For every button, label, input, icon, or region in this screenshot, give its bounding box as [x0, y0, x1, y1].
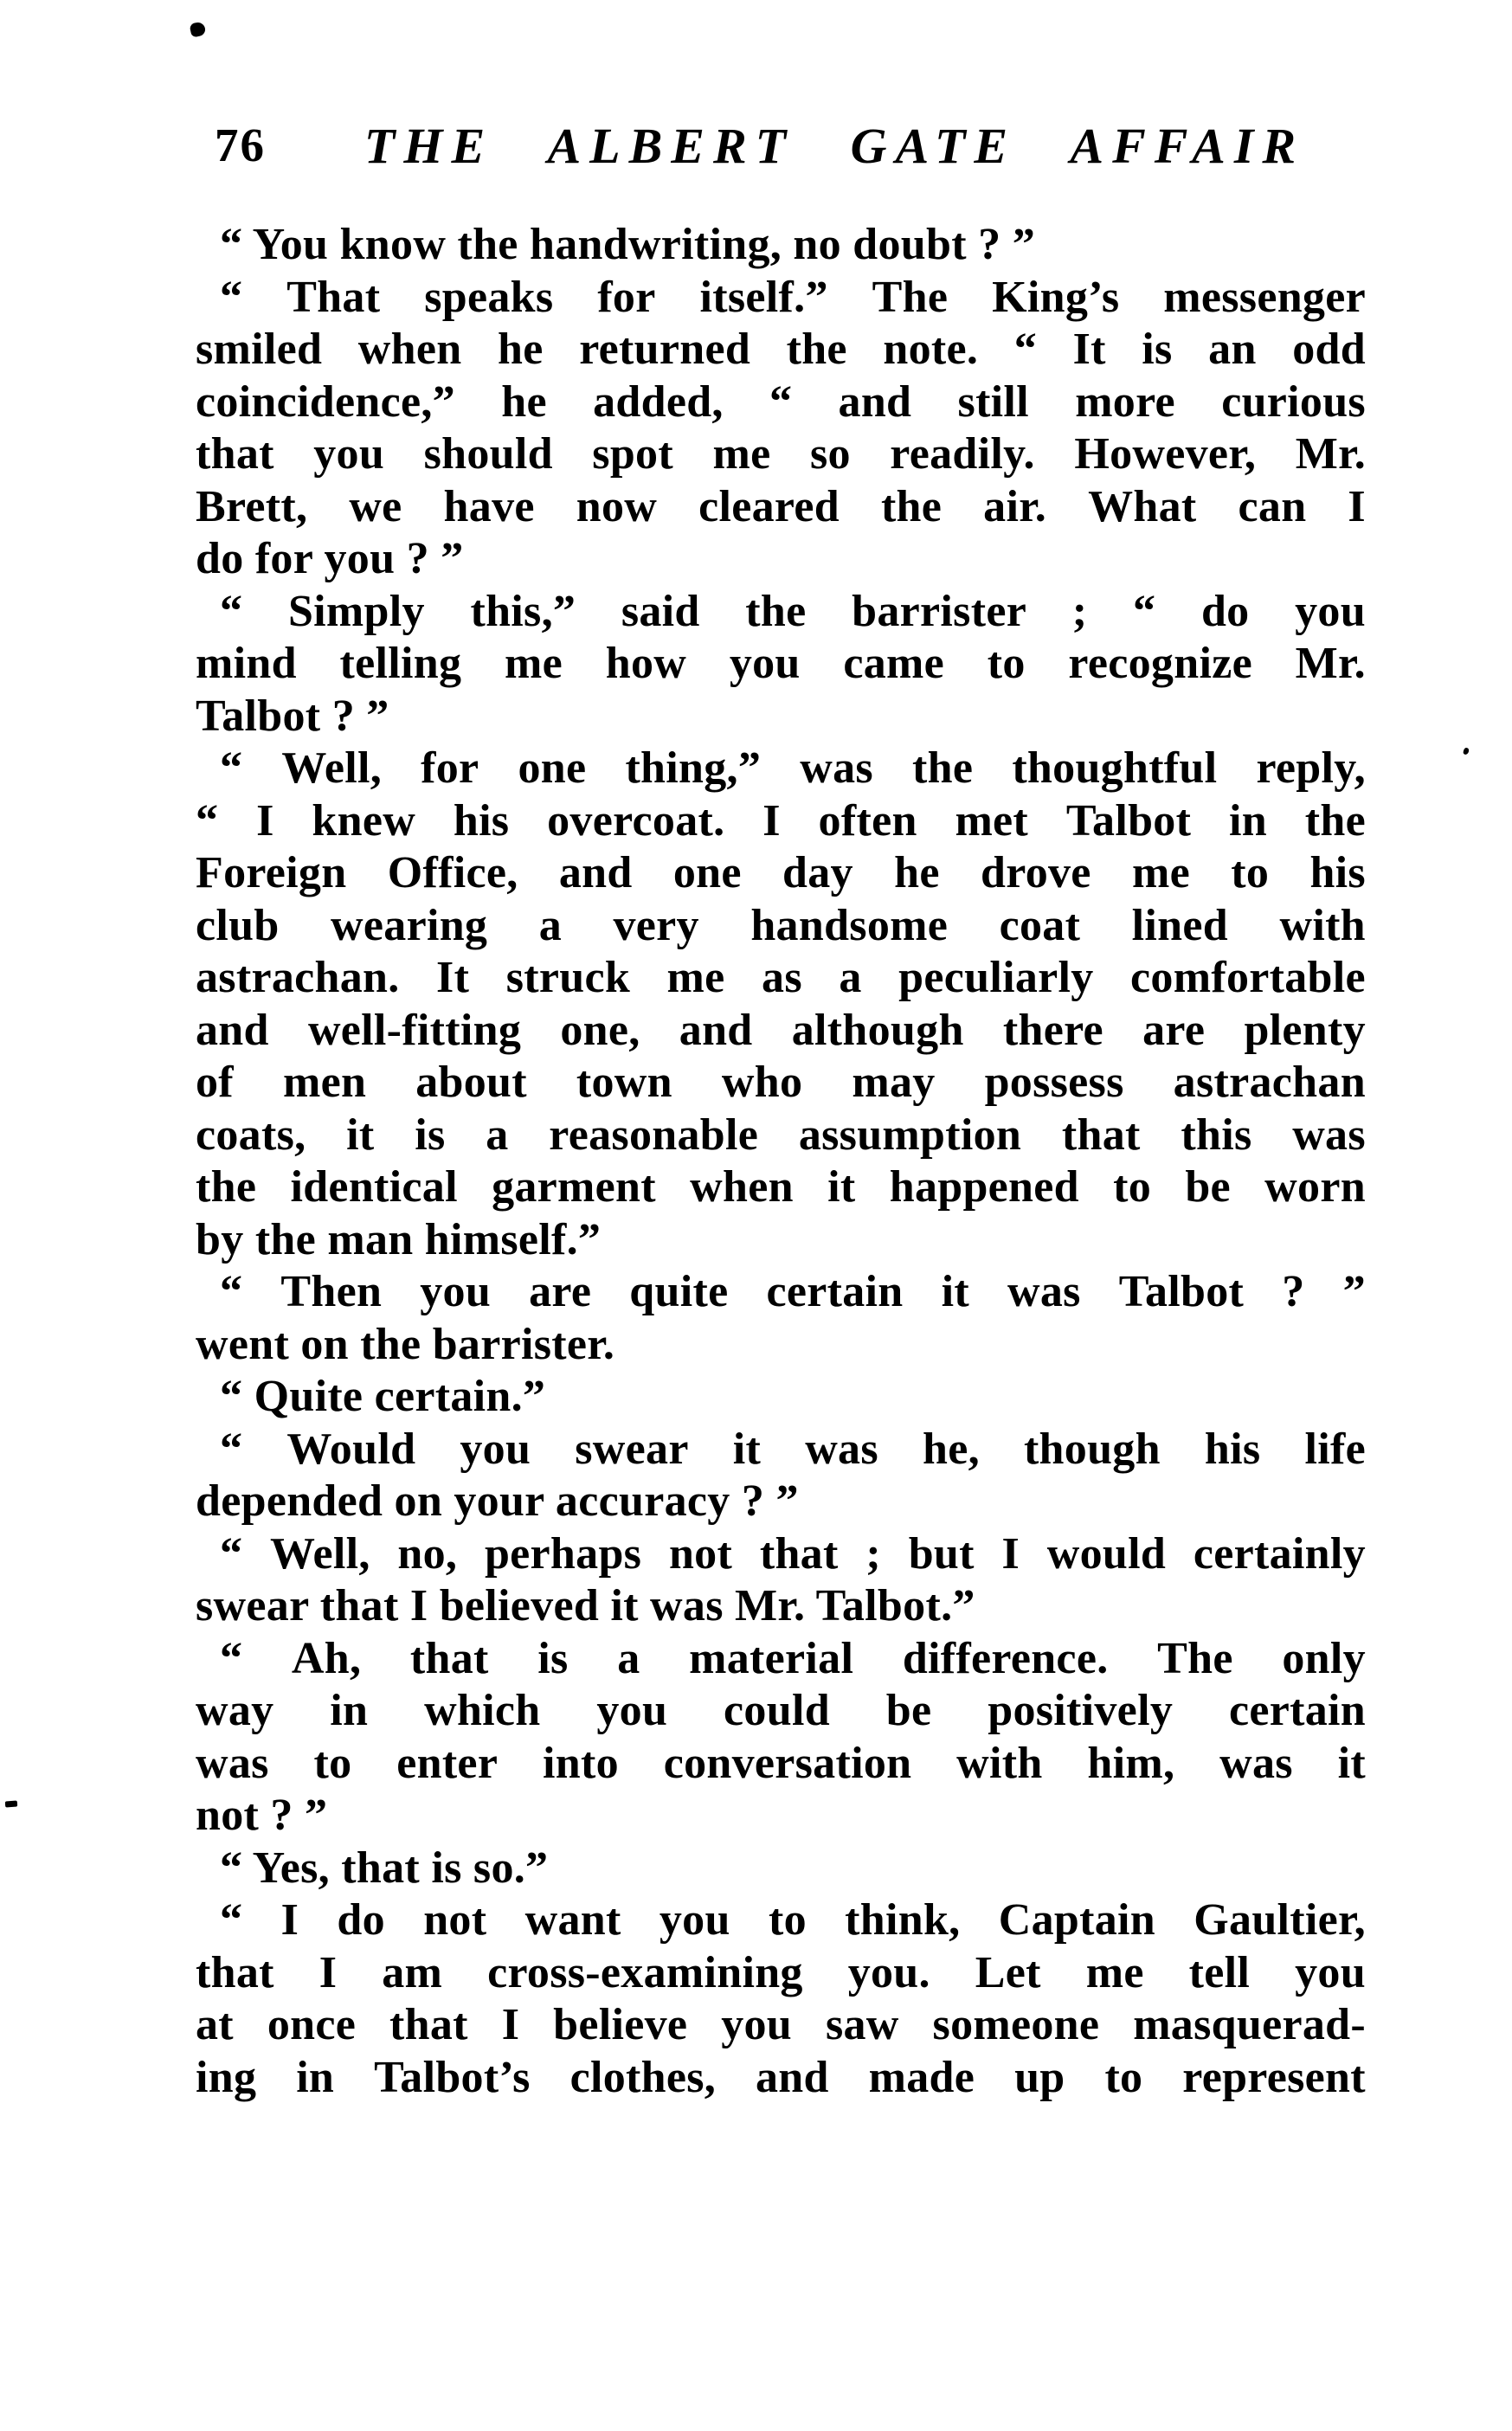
word: coincidence,”	[196, 376, 455, 427]
word: Foreign	[196, 848, 347, 897]
text-line	[196, 1005, 1366, 1058]
text-line	[196, 428, 1366, 481]
word: day	[782, 848, 853, 897]
word: with	[1279, 900, 1366, 950]
word: Captain	[998, 1895, 1155, 1945]
word: certainly	[1193, 1528, 1366, 1579]
text-line: Talbot ? ”	[196, 691, 389, 741]
word: I	[762, 795, 781, 846]
word: do	[1200, 586, 1250, 636]
word: was	[1292, 1109, 1366, 1160]
word: for	[421, 743, 479, 793]
text-line: swear that I believed it was Mr. Talbot.”	[196, 1581, 975, 1630]
word: “	[220, 743, 243, 793]
word: telling	[339, 639, 462, 688]
word: knew	[312, 795, 416, 846]
word: him,	[1087, 1738, 1175, 1788]
word: me	[505, 639, 563, 688]
word: is	[415, 1109, 446, 1160]
text-line: not ? ”	[196, 1791, 328, 1840]
text-line	[196, 1528, 1366, 1581]
word: in	[330, 1686, 369, 1735]
word: perhaps	[484, 1528, 642, 1579]
word: It	[1072, 325, 1106, 374]
word: tell	[1188, 1947, 1251, 1997]
word: want	[524, 1895, 621, 1945]
word: said	[621, 586, 700, 636]
word: not	[668, 1528, 733, 1579]
text-line	[196, 1894, 1366, 1947]
word: should	[423, 429, 553, 479]
ink-blot-mark	[190, 21, 207, 37]
word: this	[1181, 1109, 1252, 1160]
word: once	[267, 2000, 357, 2049]
word: be	[1185, 1162, 1231, 1212]
word: only	[1282, 1633, 1366, 1683]
word: coat	[999, 900, 1081, 950]
word: an	[1208, 325, 1257, 374]
word: often	[818, 795, 917, 846]
word: Then	[280, 1267, 383, 1316]
text-line	[196, 1947, 1366, 2000]
word: believe	[553, 2000, 688, 2049]
margin-speck-mark	[1463, 747, 1470, 755]
word: it	[1337, 1738, 1366, 1788]
word: this,”	[470, 586, 576, 636]
word: the	[880, 481, 943, 531]
word: Talbot’s	[374, 2052, 531, 2102]
word: he,	[922, 1424, 980, 1474]
word: What	[1088, 481, 1197, 531]
word: one	[518, 743, 587, 793]
word: identical	[290, 1162, 458, 1212]
word: conversation	[663, 1738, 912, 1788]
word: quite	[629, 1267, 729, 1316]
word: garment	[492, 1162, 656, 1212]
text-line	[196, 1424, 1366, 1476]
word: he	[498, 325, 544, 374]
word: ?	[1282, 1267, 1305, 1316]
word: However,	[1074, 429, 1257, 479]
word: coats,	[196, 1109, 306, 1160]
word: one	[672, 848, 742, 897]
running-title: THE ALBERT GATE AFFAIR	[364, 118, 1305, 174]
word: do	[337, 1895, 385, 1945]
word: we	[349, 481, 402, 531]
text-line: depended on your accuracy ? ”	[196, 1476, 799, 1526]
word: that	[196, 1947, 274, 1997]
word: “	[220, 1895, 243, 1945]
word: and	[558, 848, 633, 897]
word: is	[537, 1633, 569, 1683]
word: “	[769, 376, 793, 427]
word: “	[220, 1528, 243, 1579]
word: ;	[865, 1528, 881, 1579]
text-line	[196, 795, 1366, 848]
word: ”	[1342, 1267, 1366, 1316]
word: it	[732, 1424, 762, 1474]
word: you	[313, 429, 385, 479]
word: spot	[592, 429, 673, 479]
word: which	[424, 1686, 541, 1735]
word: it	[827, 1162, 856, 1212]
word: Talbot	[1065, 795, 1192, 846]
word: It	[436, 953, 470, 1002]
word: a	[839, 953, 862, 1002]
word: curious	[1221, 376, 1366, 427]
text-line: by the man himself.”	[196, 1214, 602, 1264]
word: and	[679, 1005, 753, 1055]
word: someone	[932, 2000, 1100, 2049]
word: thing,”	[625, 743, 762, 793]
text-line: “ Quite certain.”	[220, 1372, 546, 1421]
text-line	[196, 1738, 1366, 1791]
word: difference.	[902, 1633, 1109, 1683]
word: That	[286, 272, 381, 322]
word: worn	[1264, 1162, 1366, 1212]
word: added,	[593, 376, 724, 427]
word: handsome	[750, 900, 949, 950]
word: am	[382, 1947, 443, 1997]
word: would	[1046, 1528, 1167, 1579]
word: returned	[579, 325, 751, 374]
word: the	[1304, 795, 1366, 846]
text-line	[196, 2052, 1366, 2105]
word: me	[1085, 1947, 1144, 1997]
text-line	[196, 1633, 1366, 1686]
word: up	[1014, 2052, 1065, 2102]
word: speaks	[424, 272, 554, 322]
word: astrachan.	[196, 953, 400, 1002]
word: note.	[883, 325, 979, 374]
word: for	[597, 272, 656, 322]
word: thoughtful	[1012, 743, 1218, 793]
word: way	[196, 1686, 274, 1735]
word: his	[453, 795, 510, 846]
word: the	[745, 586, 807, 636]
word: Would	[286, 1424, 416, 1474]
word: a	[486, 1109, 509, 1160]
word: represent	[1182, 2052, 1366, 2102]
word: that	[1061, 1109, 1141, 1160]
word: you	[596, 1686, 668, 1735]
page-text-block	[196, 219, 1366, 2104]
word: to	[987, 639, 1026, 688]
word: is	[1142, 325, 1173, 374]
word: he	[501, 376, 547, 427]
text-line	[196, 743, 1366, 795]
word: to	[1231, 848, 1270, 897]
word: and	[838, 376, 912, 427]
word: you.	[847, 1947, 930, 1997]
word: about	[415, 1058, 527, 1107]
word: a	[538, 900, 563, 950]
word: “	[1133, 586, 1156, 636]
word: that	[196, 429, 274, 479]
text-line	[196, 1685, 1366, 1738]
word: Gaultier,	[1194, 1895, 1366, 1945]
word: one,	[560, 1005, 640, 1055]
word: but	[908, 1528, 975, 1579]
word: you	[1295, 1947, 1366, 1997]
word: his	[1204, 1424, 1261, 1474]
word: it	[346, 1109, 375, 1160]
word: so	[809, 429, 851, 479]
text-line	[196, 324, 1366, 376]
word: happened	[889, 1162, 1079, 1212]
word: who	[721, 1058, 803, 1107]
word: Well,	[270, 1528, 370, 1579]
word: you	[721, 2000, 793, 2049]
word: cross-examining	[487, 1947, 803, 1997]
word: be	[885, 1686, 932, 1735]
word: enter	[396, 1738, 499, 1788]
word: his	[1309, 848, 1366, 897]
word: men	[282, 1058, 367, 1107]
word: into	[543, 1738, 619, 1788]
text-line	[196, 1057, 1366, 1109]
word: messenger	[1163, 272, 1366, 322]
word: he	[894, 848, 940, 897]
word: ing	[196, 2052, 257, 2102]
word: to	[313, 1738, 352, 1788]
word: to	[768, 1895, 807, 1945]
word: life	[1304, 1424, 1366, 1474]
word: Ah,	[291, 1633, 362, 1683]
text-line	[196, 1999, 1366, 2052]
word: I	[318, 1947, 338, 1997]
word: club	[196, 900, 280, 950]
word: in	[1229, 795, 1267, 846]
word: I	[1001, 1528, 1020, 1579]
word: King’s	[992, 272, 1120, 322]
word: can	[1238, 481, 1307, 531]
word: material	[689, 1633, 854, 1683]
word: Let	[975, 1947, 1041, 1997]
word: have	[443, 481, 535, 531]
word: with	[956, 1738, 1043, 1788]
word: Well,	[281, 743, 382, 793]
word: Talbot	[1118, 1267, 1245, 1316]
word: Mr.	[1295, 429, 1366, 479]
word: the	[196, 1162, 257, 1212]
word: though	[1023, 1424, 1161, 1474]
word: that	[409, 1633, 489, 1683]
word: me	[712, 429, 771, 479]
word: and	[755, 2052, 829, 2102]
word: certain	[1228, 1686, 1366, 1735]
word: “	[220, 1424, 243, 1474]
text-line	[196, 481, 1366, 534]
word: very	[613, 900, 699, 950]
word: comfortable	[1130, 953, 1366, 1002]
word: and	[196, 1005, 269, 1055]
word: reasonable	[549, 1109, 759, 1160]
text-line	[196, 847, 1366, 900]
word: you	[420, 1267, 492, 1316]
text-line	[196, 586, 1366, 639]
word: barrister	[852, 586, 1027, 636]
word: was	[800, 743, 873, 793]
word: odd	[1292, 325, 1366, 374]
word: saw	[825, 2000, 899, 2049]
word: to	[1104, 2052, 1143, 2102]
word: masquerad-	[1133, 2000, 1366, 2049]
word: Simply	[287, 586, 425, 636]
word: that	[389, 2000, 468, 2049]
word: it	[941, 1267, 969, 1316]
word: plenty	[1244, 1005, 1366, 1055]
text-line	[196, 638, 1366, 691]
word: wearing	[331, 900, 488, 950]
margin-dash-mark	[5, 1801, 17, 1808]
word: still	[957, 376, 1029, 427]
word: a	[617, 1633, 640, 1683]
word: you	[659, 1895, 730, 1945]
word: more	[1075, 376, 1175, 427]
word: was	[196, 1738, 269, 1788]
word: that	[759, 1528, 839, 1579]
word: “	[220, 272, 243, 322]
word: Brett,	[196, 481, 308, 531]
word: swear	[575, 1424, 689, 1474]
text-line	[196, 952, 1366, 1005]
word: you	[729, 639, 801, 688]
word: I	[501, 2000, 520, 2049]
word: clothes,	[569, 2052, 717, 2102]
text-line	[196, 1266, 1366, 1319]
word: the	[912, 743, 974, 793]
word: me	[666, 953, 725, 1002]
page-number: 76	[215, 119, 266, 171]
word: The	[872, 272, 949, 322]
word: was	[1007, 1267, 1081, 1316]
word: assumption	[798, 1109, 1022, 1160]
word: came	[843, 639, 945, 688]
word: cleared	[698, 481, 840, 531]
word: readily.	[890, 429, 1035, 479]
word: the	[786, 325, 847, 374]
word: I	[280, 1895, 299, 1945]
word: there	[1002, 1005, 1103, 1055]
word: to	[1113, 1162, 1152, 1212]
word: “	[1013, 325, 1038, 374]
word: could	[724, 1686, 830, 1735]
word: in	[296, 2052, 335, 2102]
text-line	[196, 272, 1366, 325]
word: town	[576, 1058, 672, 1107]
text-line: do for you ? ”	[196, 534, 464, 583]
word: may	[852, 1058, 936, 1107]
word: Office,	[387, 848, 518, 897]
word: reply,	[1256, 743, 1366, 793]
word: overcoat.	[547, 795, 725, 846]
word: drove	[981, 848, 1091, 897]
word: well-fitting	[307, 1005, 522, 1055]
text-line	[196, 900, 1366, 953]
word: ;	[1071, 586, 1088, 636]
word: I	[256, 795, 274, 846]
word: “	[220, 586, 243, 636]
word: as	[762, 953, 802, 1002]
word: no,	[397, 1528, 458, 1579]
word: smiled	[196, 325, 323, 374]
word: “	[196, 795, 219, 846]
word: now	[576, 481, 658, 531]
word: you	[1295, 586, 1366, 636]
word: are	[529, 1267, 592, 1316]
word: are	[1142, 1005, 1206, 1055]
word: not	[423, 1895, 487, 1945]
word: Mr.	[1295, 639, 1366, 688]
page-header	[196, 116, 1366, 177]
word: think,	[845, 1895, 961, 1945]
word: possess	[984, 1058, 1124, 1107]
text-line	[196, 376, 1366, 429]
text-line: went on the barrister.	[196, 1319, 615, 1369]
word: of	[196, 1058, 234, 1107]
word: certain	[766, 1267, 904, 1316]
text-line: “ Yes, that is so.”	[220, 1843, 549, 1893]
word: was	[805, 1424, 878, 1474]
word: The	[1157, 1633, 1233, 1683]
word: “	[220, 1633, 243, 1683]
word: lined	[1131, 900, 1228, 950]
word: me	[1131, 848, 1190, 897]
word: astrachan	[1173, 1058, 1366, 1107]
word: was	[1219, 1738, 1293, 1788]
word: although	[791, 1005, 964, 1055]
text-line: “ You know the handwriting, no doubt ? ”	[220, 220, 1036, 269]
word: when	[357, 325, 462, 374]
word: how	[605, 639, 687, 688]
word: itself.”	[699, 272, 828, 322]
word: struck	[505, 953, 631, 1002]
word: met	[955, 795, 1029, 846]
word: “	[220, 1267, 243, 1316]
word: I	[1348, 481, 1366, 531]
word: mind	[196, 639, 297, 688]
text-line	[196, 1109, 1366, 1162]
word: at	[196, 2000, 234, 2049]
text-line	[196, 1161, 1366, 1214]
word: made	[868, 2052, 975, 2102]
word: peculiarly	[898, 953, 1094, 1002]
word: you	[460, 1424, 531, 1474]
word: when	[690, 1162, 794, 1212]
word: positively	[988, 1686, 1174, 1735]
word: recognize	[1068, 639, 1252, 688]
word: air.	[983, 481, 1047, 531]
